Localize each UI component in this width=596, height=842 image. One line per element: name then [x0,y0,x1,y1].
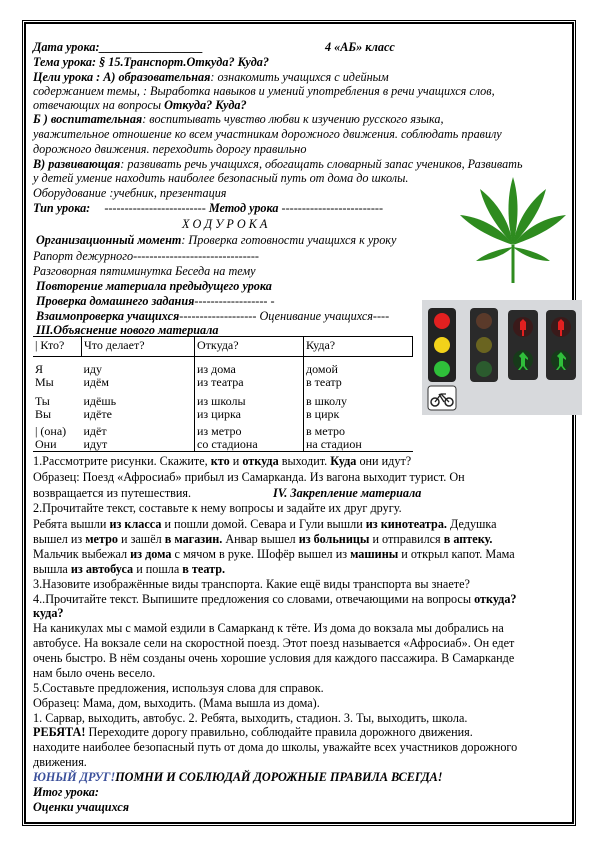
pedestrian-signal-icon [508,310,538,380]
goal-a-text2b: : Выработка навыков и умений употребления в речи учащихся слов, [142,84,495,98]
ex1-mid: и [229,454,243,468]
sample1-text2: возвращается из путешествия. [33,486,192,500]
story-text: и отправился [369,532,444,546]
table-cell: Вы [35,406,52,421]
goal-c-label: В) развивающая [33,157,121,171]
table-header-to: Куда? [304,337,413,357]
table-cell: из цирка [195,408,304,421]
story-bold: из класса [109,517,162,531]
course-title-text: Х О Д У Р О К А [182,217,268,231]
lesson-type-line [33,201,383,215]
ex3-line [33,577,470,591]
mutual-line [36,309,389,323]
table-cell: из театра [195,376,304,389]
kids-label: РЕБЯТА! [33,725,86,739]
story-line1 [33,517,497,531]
table-header-who: | Кто? [33,337,82,357]
table-cell: из дома [195,363,304,376]
table-cell: из школы [195,395,304,408]
table-cell: на стадион [304,438,413,452]
traffic-light-icon [428,308,456,382]
story-bold: в аптеку. [443,532,493,546]
goal-a-label: Цели урока : А) образовательная [33,70,211,84]
traffic-light-dim-icon [470,308,498,382]
table-header-row [33,337,413,357]
date-blank: _________________ [99,40,204,54]
story-line2 [33,532,492,546]
date-label: Дата урока: [33,40,100,54]
slogan-label: ЮНЫЙ ДРУГ! [33,770,116,784]
story-bold: метро [85,532,118,546]
goal-c-line1 [33,157,523,171]
story-text: с мячом в руке. Шофёр вышел из [171,547,351,561]
homework-label: Проверка домашнего задания [36,294,195,308]
goal-a-question: Откуда? Куда? [164,98,247,112]
ex4-line1 [33,592,517,606]
story-text: Дедушка [446,517,497,531]
story-text: и пошла [133,562,183,576]
story-bold: из кинотеатра. [365,517,447,531]
story2-text2: автобусе. На вокзале сели на скоростной поезд. Этот поезд называется «Афросиаб». Он едет [33,636,515,650]
ex4-text: 4..Прочитайте текст. Выпишите предложения со словами, отвечающими на вопросы [33,592,475,606]
consolidation-heading: IV. Закрепление материала [273,486,422,500]
story2-line4 [33,666,155,680]
new-material-text: III.Объяснение нового материала [36,323,219,337]
equipment-text: Оборудование :учебник, презентация [33,186,227,200]
grades-text: Оценки учащихся [33,800,130,814]
goal-b-text3: дорожного движения. переходить дорогу правильно [33,142,307,156]
ex1-who: кто [210,454,230,468]
table-cell: в школу [304,395,413,408]
method-label: Метод урока [208,201,279,215]
goal-b-line2 [33,127,502,141]
story2-text4: нам было очень весело. [33,666,156,680]
story2-line2 [33,636,514,650]
table-row [33,425,413,438]
ex1-where: Куда [330,454,357,468]
ex2-line [33,501,402,515]
goal-a-line1 [33,70,389,84]
traffic-lights-illustration [422,300,582,415]
homework-dashes: ------------------ - [194,294,275,308]
topic-line [33,55,269,69]
goal-c-text1: : развивать речь учащихся, обогащать словарный запас учеников, Развивать [120,157,523,171]
story-text: Ребята вышли [33,517,110,531]
table-row [33,408,413,421]
table-cell: со стадиона [195,438,304,452]
goal-b-text1: : воспитывать чувство любви к изучению русского языка, [142,112,444,126]
story-bold: из больницы [298,532,370,546]
ex4-question2: куда? [33,606,64,620]
sample1-line2 [33,486,422,500]
story2-line3 [33,651,514,665]
cannabis-leaf-icon [458,175,568,285]
story-line4 [33,562,225,576]
result-line [33,785,99,799]
mutual-dashes: ------------------- [179,309,260,323]
review-line [36,279,272,293]
story-text: и зашёл [117,532,165,546]
homework-line [36,294,275,308]
table-cell: в метро [304,425,413,438]
table-cell: идём [83,374,109,389]
lesson-type-label: Тип урока: [33,201,91,215]
table-cell: домой [304,363,413,376]
org-label: Организационный момент [36,233,182,247]
lesson-type-dashes1: ------------------------- [101,201,209,215]
kids-text2: находите наиболее безопасный путь от дома до школы, уважайте всех участников дорожного [33,740,518,754]
story2-text3: очень быстро. В нём созданы очень хорошие условия для каждого пассажира. В Самарканде [33,651,515,665]
table-row [33,395,413,408]
table-cell: идёшь [83,393,117,408]
org-text: : Проверка готовности учащихся к уроку [181,233,397,247]
table-cell: Мы [35,374,54,389]
table-cell: Ты [35,393,50,408]
goal-c-text2: у детей умение находить наиболее безопасный путь от дома до школы. [33,171,409,185]
table-header-from: Откуда? [195,337,304,357]
table-cell: идут [82,438,195,452]
pedestrian-signal-icon [546,310,576,380]
story-text: и пошли домой. Севара и Гули вышли [161,517,366,531]
new-material-line [36,323,219,337]
slogan-line [33,770,443,784]
story2-text1: На каникулах мы с мамой ездили в Самарканд к тёте. Из дома до вокзала мы добрались на [33,621,504,635]
story-line3 [33,547,515,561]
mutual-text: Оценивание учащихся---- [259,309,390,323]
ex4-question: откуда? [474,592,517,606]
sample5-line [33,696,320,710]
kids-line1 [33,725,473,739]
table-cell: иду [83,361,103,376]
duty-line [33,249,259,263]
story-bold: в магазин. [164,532,223,546]
sample5-text: Образец: Мама, дом, выходить. (Мама вышла из дома). [33,696,320,710]
table-cell: идёт [83,423,107,438]
table-cell: | (она) [35,423,67,438]
story-text: вышла [33,562,71,576]
ex1-mid2: выходит. [278,454,331,468]
ex4-line2 [33,606,64,620]
header-line [33,40,395,54]
table-row [33,376,413,389]
goal-b-text2: уважительное отношение ко всем участникам дорожного движения. соблюдать правилу [33,127,502,141]
ex1-pre: 1.Рассмотрите рисунки. Скажите, [33,454,211,468]
pronoun-table [33,336,413,452]
org-line [36,233,396,247]
story-bold: из дома [130,547,172,561]
goal-a-text3: отвечающих на вопросы [33,98,165,112]
kids-line3 [33,755,87,769]
story-bold: из автобуса [70,562,134,576]
warmup-text: Разговорная пятиминутка Беседа на тему [33,264,256,278]
result-text: Итог урока: [33,785,99,799]
ex5-text: 5.Составьте предложения, используя слова для справок. [33,681,324,695]
ex2-text: 2.Прочитайте текст, составьте к нему вопросы и задайте их друг другу. [33,501,402,515]
ex5-items-text: 1. Сарвар, выходить, автобус. 2. Ребята, выходить, стадион. 3. Ты, выходить, школа. [33,711,468,725]
table-cell: в цирк [304,408,413,421]
story-text: Анвар вышел [222,532,299,546]
class-label: 4 «АБ» класс [325,40,395,54]
equipment [33,186,226,200]
slogan-text: ПОМНИ И СОБЛЮДАЙ ДОРОЖНЫЕ ПРАВИЛА ВСЕГДА! [115,770,443,784]
topic-label: Тема урока: [33,55,97,69]
lesson-type-dashes2: ------------------------- [278,201,384,215]
grades-line [33,800,129,814]
goal-c-line2 [33,171,408,185]
table-cell: Они [33,438,82,452]
ex5-line [33,681,324,695]
review-text: Повторение материала предыдущего урока [36,279,272,293]
mutual-label: Взаимопроверка учащихся [36,309,180,323]
sample1-text1: Образец: Поезд «Афросиаб» прибыл из Самарканда. Из вагона выходит турист. Он [33,470,465,484]
kids-text: Переходите дорогу правильно, соблюдайте правила дорожного движения. [85,725,473,739]
goal-b-line3 [33,142,306,156]
story-text: вышел из [33,532,86,546]
goal-a-line3 [33,98,247,112]
course-title [182,217,267,231]
table-cell: из метро [195,425,304,438]
goal-a-line2 [33,84,495,98]
story-bold: машины [350,547,399,561]
bicycle-icon [428,386,456,410]
ex1-from: откуда [242,454,279,468]
kids-line2 [33,740,517,754]
table-cell: Я [35,361,44,376]
topic-value: § 15.Транспорт.Откуда? Куда? [99,55,269,69]
table-cell: идёте [83,406,112,421]
goal-a-text1: : ознакомить учащихся с идейным [210,70,389,84]
sample1-line1 [33,470,465,484]
goal-a-text2: содержанием темы, [33,84,143,98]
table-row [33,438,413,452]
table-cell: в театр [304,376,413,389]
ex1-post: они идут? [356,454,412,468]
duty-text: Рапорт дежурного------------------------------- [33,249,259,263]
goal-b-label: Б ) воспитательная [33,112,143,126]
ex3-text: 3.Назовите изображённые виды транспорта. Какие ещё виды транспорта вы знаете? [33,577,470,591]
story-text: и открыл капот. Мама [398,547,515,561]
kids-text3: движения. [33,755,87,769]
warmup-line [33,264,256,278]
story-bold: в театр. [182,562,226,576]
table-row [33,363,413,376]
ex1-line [33,454,411,468]
goal-b-line1 [33,112,444,126]
story-text: Мальчик выбежал [33,547,131,561]
table-header-what: Что делает? [82,337,195,357]
story2-line1 [33,621,504,635]
ex5-items-line [33,711,467,725]
